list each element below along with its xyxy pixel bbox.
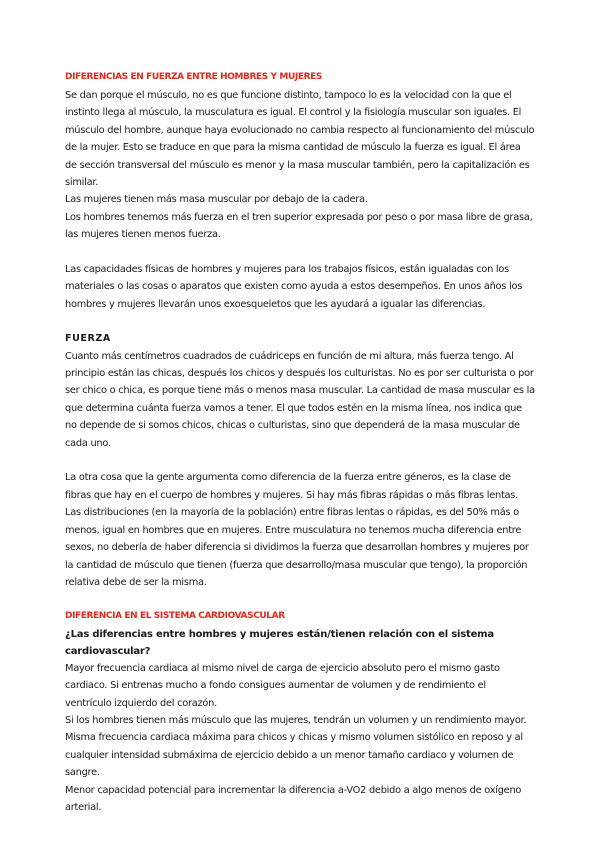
- paragraph-volume-performance: Si los hombres tienen más músculo que las mujeres, tendrán un volumen y un rendimiento mayor.: [65, 714, 527, 726]
- cardiovascular-question: ¿Las diferencias entre hombres y mujeres están/tienen relación con el sistema cardiovascular?: [65, 628, 494, 657]
- section-heading-fuerza: FUERZA: [65, 332, 111, 344]
- section-heading-strength-differences: DIFERENCIAS EN FUERZA ENTRE HOMBRES Y MUJERES: [65, 72, 322, 82]
- spacer: [65, 452, 535, 469]
- paragraph-fiber-types: La otra cosa que la gente argumenta como diferencia de la fuerza entre géneros, es la clase de fibras que hay en el cuerpo de hombres y mujeres. Si hay más fibras rápidas o más fibras lentas. Las distribuciones (en la mayoría de la población) entre fibras lentas o rápidas, es del 50% más o menos, igual en hombres que en mujeres. Entre musculatura no tenemos mucha diferencia entre sexos, no debería de haber diferencia si dividimos la fuerza que desarrollan hombres y mujeres por la cantidad de músculo que tienen (fuerza que desarrollo/masa muscular que tengo), la proporción relativa debe de ser la misma.: [65, 472, 529, 588]
- paragraph-max-heart-rate: Misma frecuencia cardiaca máxima para chicos y chicas y mismo volumen sistólico en reposo y al cualquier intensidad submáxima de ejercicio debido a un menor tamaño cardiaco y volumen de sangre.: [65, 732, 523, 779]
- paragraph-men-upper-body: Los hombres tenemos más fuerza en el tren superior expresada por peso o por masa libre de grasa, las mujeres tienen menos fuerza.: [65, 211, 533, 241]
- paragraph-heart-rate: Mayor frecuencia cardiaca al mismo nivel de carga de ejercicio absoluto pero el mismo gasto cardiaco. Si entrenas mucho a fondo consigues aumentar de volumen y de rendimiento el ventrículo izquierdo del corazón.: [65, 662, 500, 709]
- spacer: [65, 244, 535, 261]
- paragraph-muscle-function: Se dan porque el músculo, no es que funcione distinto, tampoco lo es la velocidad con la que el instinto llega al músculo, la musculatura es igual. El control y la fisiología muscular son iguales. El músculo del hombre, aunque haya evolucionado no cambia respecto al funcionamiento del músculo de la mujer. Esto se traduce en que para la misma cantidad de músculo la fuerza es igual. El área de sección transversal del músculo es menor y la masa muscular también, pero la capitalización es similar.: [65, 90, 535, 189]
- document-page: [65, 70, 535, 816]
- paragraph-women-lower-body: Las mujeres tienen más masa muscular por debajo de la cadera.: [65, 194, 368, 206]
- section-heading-cardiovascular: DIFERENCIA EN EL SISTEMA CARDIOVASCULAR: [65, 610, 285, 621]
- spacer: [65, 313, 535, 330]
- paragraph-avo2-difference: Menor capacidad potencial para incrementar la diferencia a-VO2 debido a algo menos de oxígeno arterial.: [65, 784, 522, 813]
- paragraph-quadriceps: Cuanto más centímetros cuadrados de cuádriceps en función de mi altura, más fuerza tengo. Al principio están las chicas, después los chicos y después los culturistas. No es por ser culturista o por ser chico o chica, es porque tiene más o menos masa muscular. La cantidad de masa muscular es la que determina cuánta fuerza vamos a tener. El que todos estén en la misma línea, nos indica que no depende de si somos chicos, chicas o culturistas, sino que dependerá de la masa muscular de cada uno.: [65, 350, 535, 449]
- paragraph-physical-capacities: Las capacidades físicas de hombres y mujeres para los trabajos físicos, están igualadas con los materiales o las cosas o aparatos que existen como ayuda a estos desempeños. En unos años los hombres y mujeres llevarán unos exoesqueletos que les ayudará a igualar las diferencias.: [65, 264, 523, 310]
- spacer: [65, 591, 535, 608]
